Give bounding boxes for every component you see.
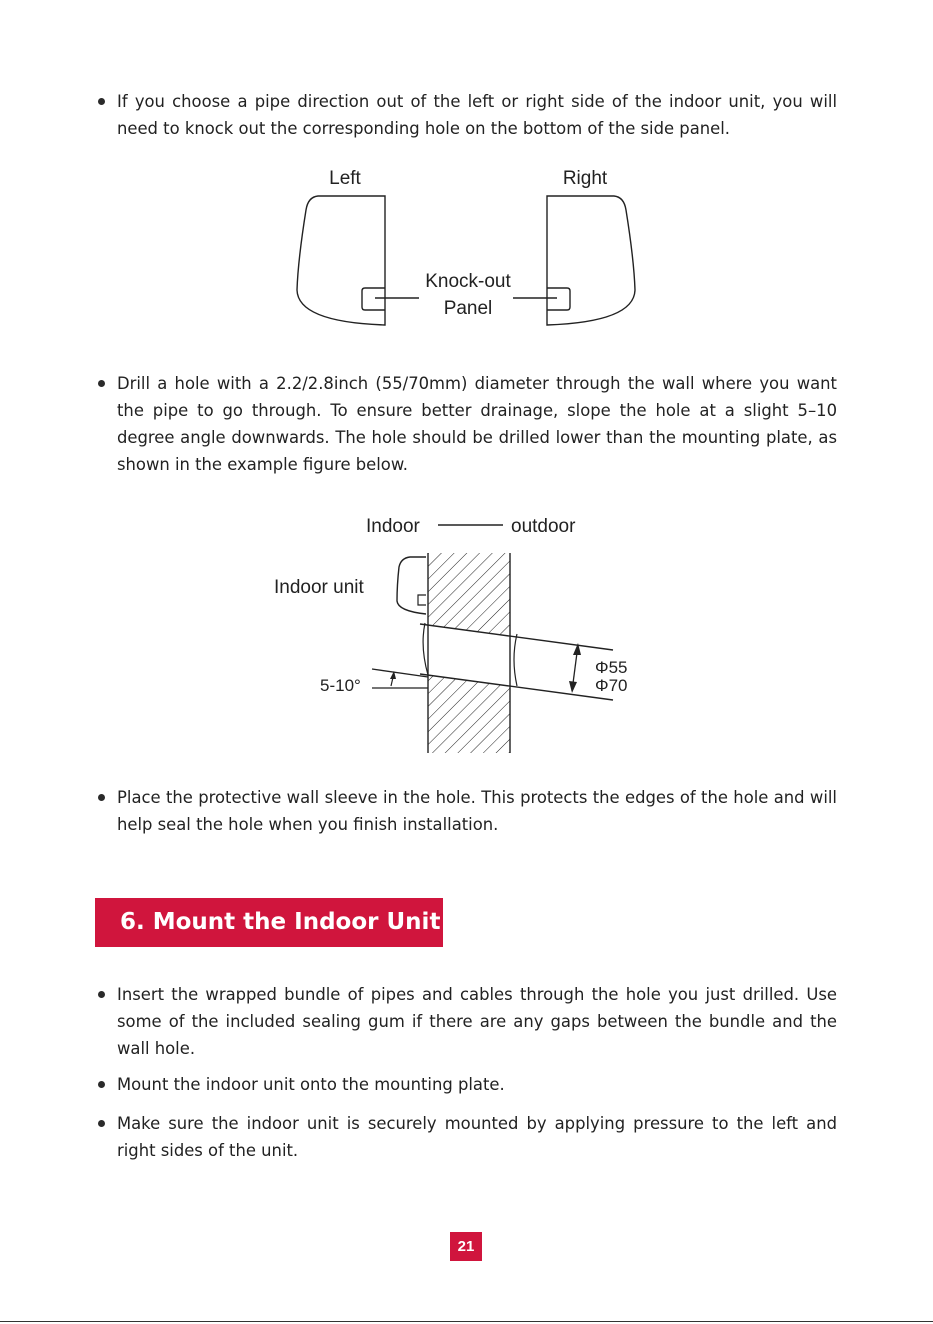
wall-hole-figure bbox=[260, 505, 660, 760]
left-label: Left bbox=[329, 168, 361, 189]
bullet-mount-unit: Mount the indoor unit onto the mounting plate. bbox=[117, 1071, 837, 1098]
bottom-divider bbox=[0, 1321, 933, 1322]
bullet-drill-hole: Drill a hole with a 2.2/2.8inch (55/70mm) diameter through the wall where you want the pipe to go through. To ensure better drainage, slope the hole at a slight 5–10 degree angle downwards. The hole should be drilled lower than the mounting plate, as shown in the example figure below. bbox=[117, 370, 837, 478]
wall-lower bbox=[428, 675, 510, 753]
left-unit-outline bbox=[297, 196, 385, 325]
wall-upper bbox=[428, 553, 510, 636]
right-knockout-panel bbox=[547, 288, 570, 310]
bullet-insert-bundle: Insert the wrapped bundle of pipes and cables through the hole you just drilled. Use some of the included sealing gum if there are any gaps between the bundle and the wall hole. bbox=[117, 981, 837, 1062]
bullet-secure-mount: Make sure the indoor unit is securely mounted by applying pressure to the left and right sides of the unit. bbox=[117, 1110, 837, 1164]
bullet-wall-sleeve: Place the protective wall sleeve in the hole. This protects the edges of the hole and will help seal the hole when you finish installation. bbox=[117, 784, 837, 838]
knockout-label-line2: Panel bbox=[443, 298, 493, 319]
indoor-label: Indoor bbox=[366, 516, 420, 537]
outdoor-label: outdoor bbox=[511, 516, 576, 537]
knockout-label-line1: Knock-out bbox=[425, 271, 511, 292]
right-label: Right bbox=[562, 168, 608, 189]
bullet-pipe-direction: If you choose a pipe direction out of the left or right side of the indoor unit, you will need to knock out the corresponding hole on the bottom of the side panel. bbox=[117, 88, 837, 142]
diameter-70-label: Φ70 bbox=[595, 676, 628, 695]
diameter-55-label: Φ55 bbox=[595, 658, 628, 677]
page-number: 21 bbox=[450, 1232, 482, 1261]
left-knockout-panel bbox=[362, 288, 385, 310]
knockout-panel-figure bbox=[280, 160, 660, 340]
section-heading: 6. Mount the Indoor Unit bbox=[95, 898, 443, 947]
angle-label: 5-10° bbox=[320, 676, 361, 695]
indoor-unit-label: Indoor unit bbox=[274, 577, 364, 598]
right-unit-outline bbox=[547, 196, 635, 325]
